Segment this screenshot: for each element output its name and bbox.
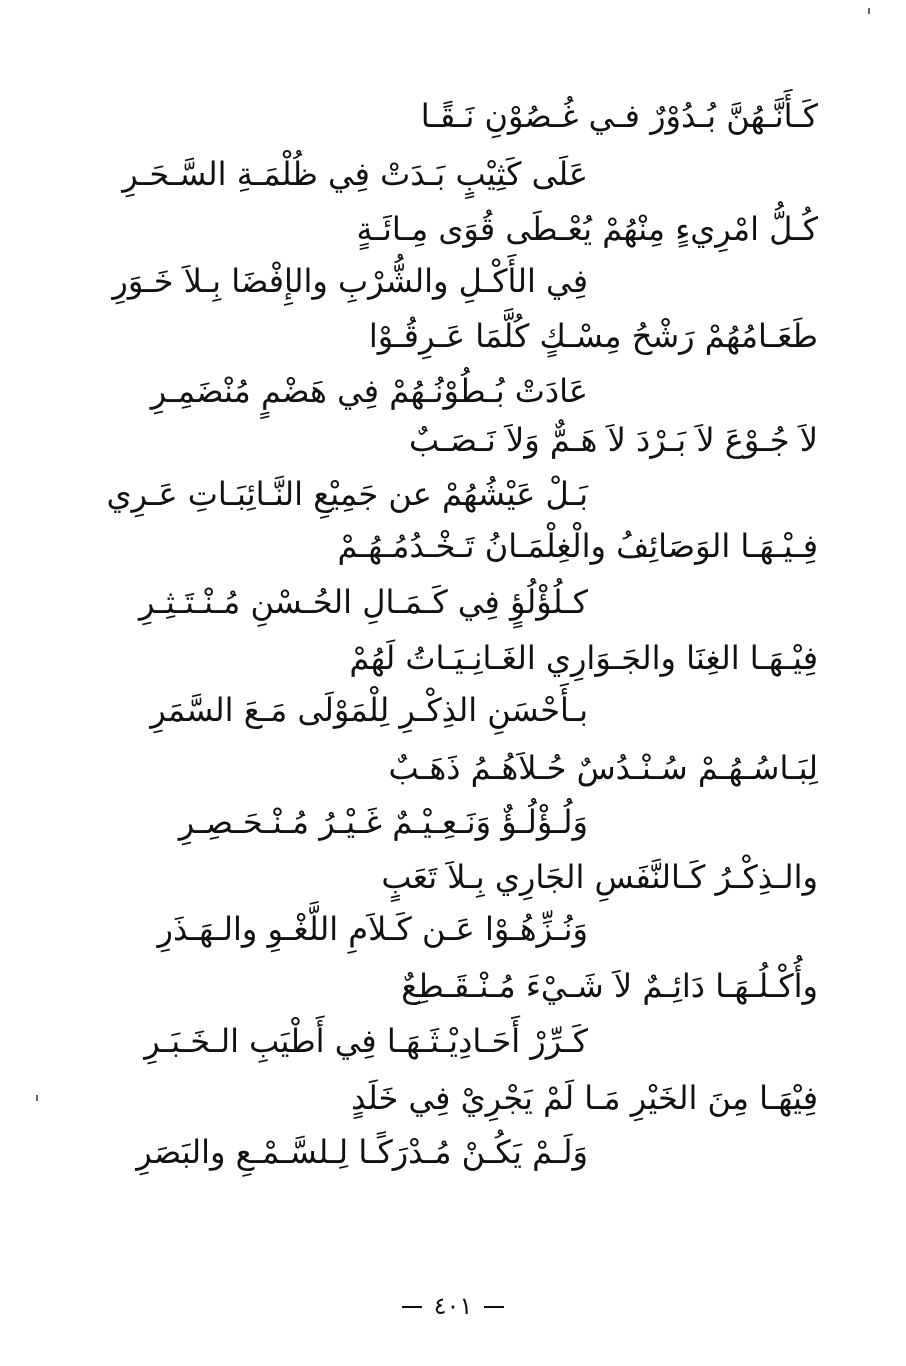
verse-line-19: فِيْهَـا مِنَ الخَيْرِ مَـا لَمْ يَجْرِيْ فِي خَلَدٍ <box>351 1079 818 1117</box>
page-number: ٤٠١ <box>433 1292 473 1320</box>
verse-line-17: وأُكْـلُـهَـا دَائِـمٌ لاَ شَـيْءَ مُـنْـقَـطِعٌ <box>401 967 818 1005</box>
verse-line-5: طَعَـامُهُمْ رَشْحُ مِسْـكٍ كُلَّمَا عَـرِقُـوْا <box>368 317 818 355</box>
verse-line-4: فِي الأَكْـلِ والشُّرْبِ والإِفْضَا بِـلاَ خَـوَرِ <box>112 262 588 300</box>
verse-line-6: عَادَتْ بُـطُوْنُـهُمْ فِي هَضْمٍ مُنْضَمِـرِ <box>150 372 588 410</box>
verse-line-1: كَـأَنَّـهُنَّ بُـدُوْرٌ فـي غُـصُوْنِ نَـقًـا <box>420 97 818 135</box>
scan-speck <box>36 1095 38 1101</box>
verse-line-10: كـلُؤْلُؤٍ فِي كَـمَـالِ الحُـسْنِ مُـنْـتَـثِـرِ <box>139 583 588 621</box>
verse-line-3: كُـلُّ امْرِيءٍ مِنْهُمْ يُعْـطَى قُوَى مِـائَـةٍ <box>356 210 818 248</box>
verse-line-2: عَلَى كَثِيْبٍ بَـدَتْ فِي ظُلْمَـةِ السَّـحَـرِ <box>122 155 588 193</box>
folio-dash-right <box>484 1306 504 1308</box>
page-number-footer <box>0 1292 906 1320</box>
verse-line-8: بَـلْ عَيْشُهُمْ عن جَمِيْعِ النَّـائِبَـاتِ عَـرِي <box>106 475 588 513</box>
verse-line-15: والـذِكْـرُ كَـالنَّفَسِ الجَارِي بِـلاَ تَعَبٍ <box>381 858 818 896</box>
folio-dash-left <box>402 1306 422 1308</box>
verse-line-16: وَنُـزِّهُـوْا عَـن كَـلاَمِ اللَّغْـوِ والـهَـذَرِ <box>157 910 588 948</box>
verse-line-13: لِبَـاسُـهُـمْ سُـنْـدُسٌ حُـلاَهُـمُ ذَهَـبٌ <box>388 749 818 787</box>
verse-line-7: لاَ جُـوْعَ لاَ بَـرْدَ لاَ هَـمٌّ وَلاَ نَـصَـبٌ <box>409 421 818 459</box>
verse-line-9: فِـيْـهَـا الوَصَائِفُ والْغِلْمَـانُ تَـخْـدُمُـهُـمْ <box>337 527 818 565</box>
verse-line-12: بـأَحْسَنِ الذِكْـرِ لِلْمَوْلَى مَـعَ السَّمَرِ <box>150 691 588 729</box>
verse-line-14: وَلُـؤْلُـؤٌ وَنَـعِـيْـمٌ غَـيْـرُ مُـنْـحَـصِـرِ <box>178 803 588 841</box>
verse-line-18: كَـرِّرْ أَحَـادِيْـثَـهَـا فِي أَطْيَبِ الـخَـبَـرِ <box>144 1022 588 1060</box>
verse-line-20: وَلَـمْ يَكُـنْ مُـدْرَكًـا لِـلسَّـمْـعِ والبَصَرِ <box>136 1133 588 1171</box>
scan-speck <box>868 8 870 14</box>
verse-line-11: فِيْـهَـا الغِنَا والجَـوَارِي الغَـانِـيَـاتُ لَهُمْ <box>349 639 818 677</box>
